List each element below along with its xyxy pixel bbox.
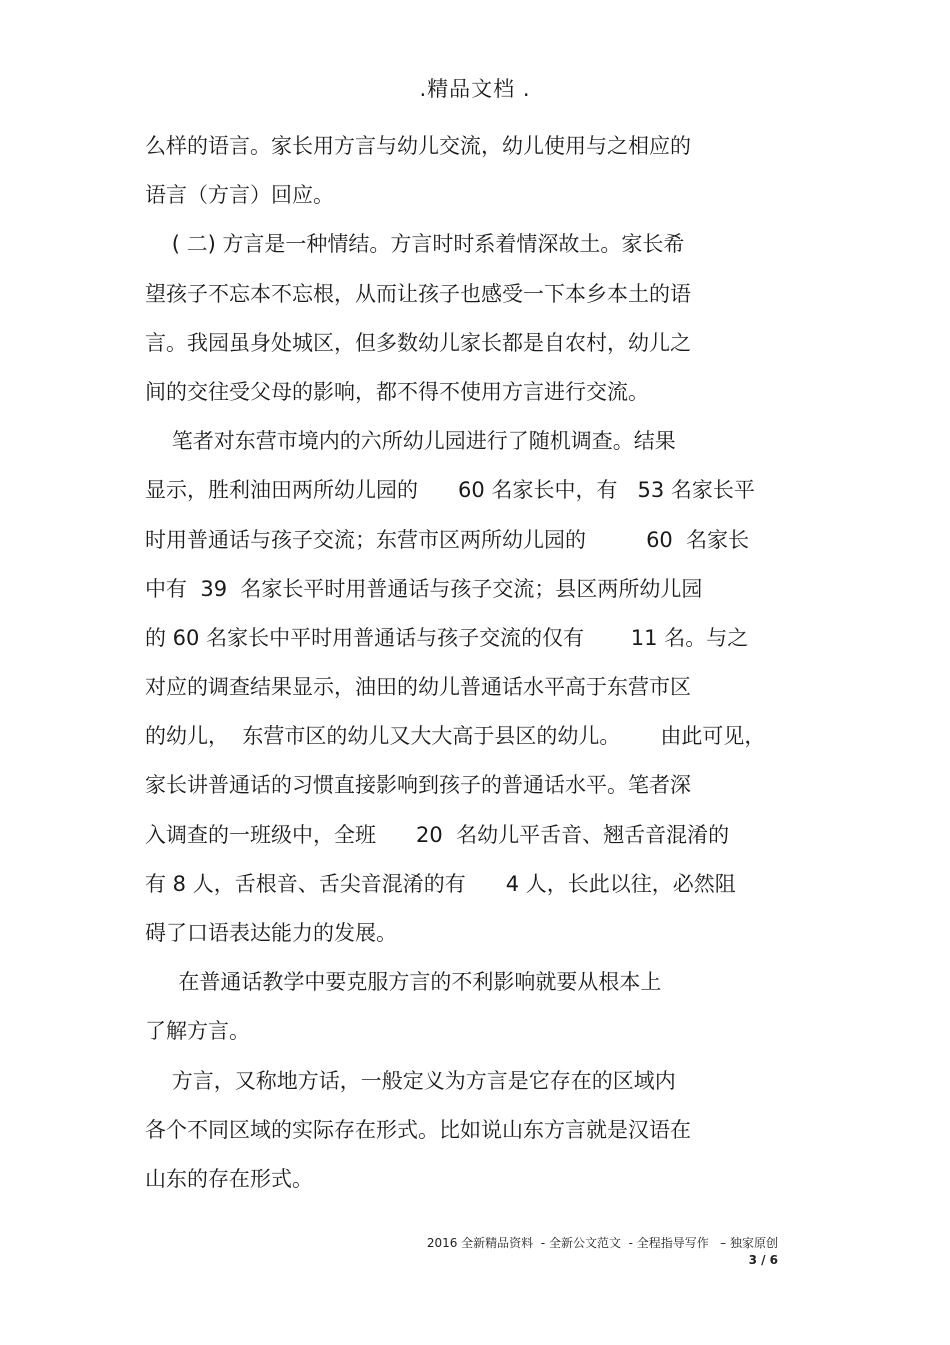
text-line: 山东的存在形式。 — [145, 1166, 313, 1191]
text-line: 入调查的一班级中，全班 20 名幼儿平舌音、翘舌音混淆的 — [145, 822, 730, 847]
text-line: 了解方言。 — [145, 1019, 250, 1044]
text-line: 中有 39 名家长平时用普通话与孩子交流；县区两所幼儿园 — [145, 576, 703, 601]
text-line: 显示，胜利油田两所幼儿园的 60 名家长中，有 53 名家长平 — [145, 478, 755, 503]
text-line: 的 60 名家长中平时用普通话与孩子交流的仅有 11 名。与之 — [145, 625, 749, 650]
text-line: 方言，又称地方话，一般定义为方言是它存在的区域内 — [145, 1068, 676, 1093]
text-line: 言。我园虽身处城区，但多数幼儿家长都是自农村，幼儿之 — [145, 330, 691, 355]
text-line: 间的交往受父母的影响，都不得不使用方言进行交流。 — [145, 379, 649, 404]
text-line: 对应的调查结果显示，油田的幼儿普通话水平高于东营市区 — [145, 675, 691, 700]
page-header: .精品文档 . — [419, 77, 531, 101]
page-footer: 2016 全新精品资料 - 全新公文范文 - 全程指导写作 – 独家原创 — [426, 1236, 778, 1250]
text-line: 家长讲普通话的习惯直接影响到孩子的普通话水平。笔者深 — [145, 773, 691, 798]
page-number: 3 / 6 — [748, 1253, 778, 1267]
text-line: 时用普通话与孩子交流；东营市区两所幼儿园的 60 名家长 — [145, 527, 750, 552]
body-text — [145, 122, 845, 1204]
text-line: 碍了口语表达能力的发展。 — [145, 921, 397, 945]
text-line: ( 二) 方言是一种情结。方言时时系着情深故土。家长希 — [145, 232, 685, 257]
text-line: 各个不同区域的实际存在形式。比如说山东方言就是汉语在 — [145, 1117, 691, 1142]
text-line: 望孩子不忘本不忘根，从而让孩子也感受一下本乡本土的语 — [145, 281, 691, 306]
text-line: 在普通话教学中要克服方言的不利影响就要从根本上 — [145, 970, 662, 995]
text-line: 么样的语言。家长用方言与幼儿交流，幼儿使用与之相应的 — [145, 134, 691, 158]
text-line: 笔者对东营市境内的六所幼儿园进行了随机调查。结果 — [145, 429, 676, 454]
text-line: 有 8 人，舌根音、舌尖音混淆的有 4 人，长此以往，必然阻 — [145, 871, 736, 896]
text-line: 的幼儿， 东营市区的幼儿又大大高于县区的幼儿。 由此可见， — [145, 724, 766, 749]
text-line: 语言（方言）回应。 — [145, 183, 334, 208]
